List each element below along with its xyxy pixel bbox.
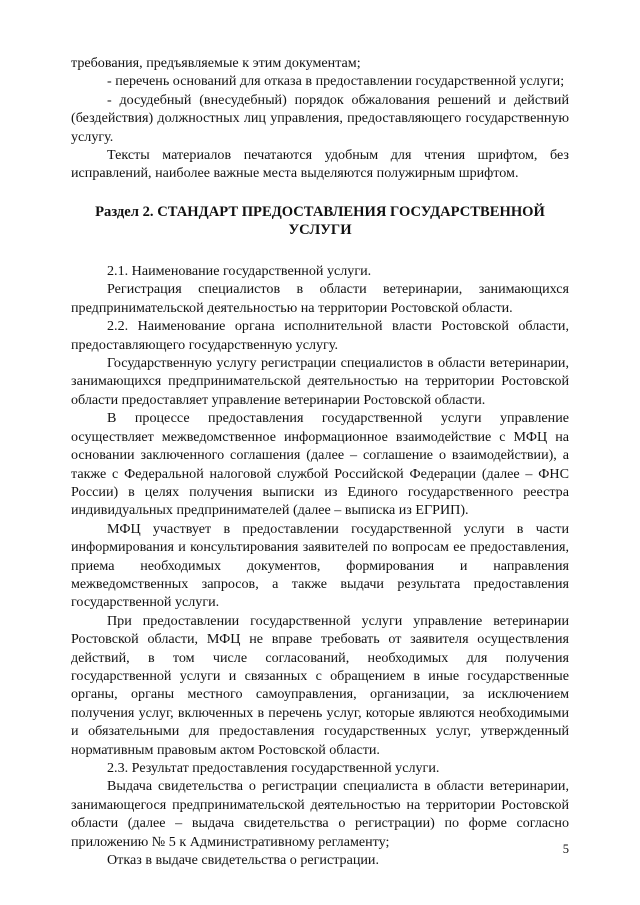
paragraph-p-dash1: - перечень оснований для отказа в предоставлении государственной услуги;: [107, 73, 565, 90]
paragraph-p-2-1: 2.1. Наименование государственной услуги.: [107, 263, 372, 280]
paragraph-p-2-3: 2.3. Результат предоставления государственной услуги.: [107, 760, 440, 776]
intro-list: [71, 54, 569, 183]
section-body: [71, 262, 569, 869]
paragraph-p-provide: При предоставлении государственной услуги управление ветеринарии Ростовской области, МФЦ не вправе требовать от заявителя осуществления действий, в том числе согласований, необходимых для получения государственной услуги и связанных с обращением в иные государственные органы, органы местного самоуправления, организации, за исключением получения услуг, включенных в перечень услуг, которые являются необходимыми и обязательными для предоставления государственных услуг, утвержденный нормативным правовым актом Ростовской области.: [71, 612, 569, 758]
paragraph-p-2-2-body: Государственную услугу регистрации специалистов в области ветеринарии, занимающихся предпринимательской деятельностью на территории Ростовской области предоставляет управление ветеринарии Ростовской области.: [71, 355, 569, 408]
paragraph-p-2-2: 2.2. Наименование органа исполнительной власти Ростовской области, предоставляющего государственную услугу.: [71, 318, 569, 353]
paragraph-p-dash2: - досудебный (внесудебный) порядок обжалования решений и действий (бездействия) должностных лиц управления, предоставляющего государственную услугу.: [71, 91, 569, 145]
document-page: [71, 54, 569, 869]
paragraph-p-issue: Выдача свидетельства о регистрации специалиста в области ветеринарии, занимающегося предпринимательской деятельностью на территории Ростовской области (далее – выдача свидетельства о регистрации) по форме согласно приложению № 5 к Административному регламенту;: [71, 778, 569, 850]
paragraph-p-cont: требования, предъявляемые к этим документам;: [71, 55, 361, 71]
paragraph-p-mfc: МФЦ участвует в предоставлении государственной услуги в части информирования и консультирования заявителей по вопросам ее предоставления, приема необходимых документов, формирования и направления межведомственных запросов, а также выдачи результата предоставления государственной услуги.: [71, 520, 569, 611]
page-number: 5: [562, 842, 569, 856]
section-heading: Раздел 2. СТАНДАРТ ПРЕДОСТАВЛЕНИЯ ГОСУДАРСТВЕННОЙ УСЛУГИ: [95, 203, 545, 239]
paragraph-p-texts: Тексты материалов печатаются удобным для чтения шрифтом, без исправлений, наиболее важные места выделяются полужирным шрифтом.: [71, 147, 569, 182]
paragraph-p-2-1-body: Регистрация специалистов в области ветеринарии, занимающихся предпринимательской деятельностью на территории Ростовской области.: [71, 281, 569, 316]
paragraph-p-process: В процессе предоставления государственной услуги управление осуществляет межведомственное информационное взаимодействие с МФЦ на основании заключенного соглашения (далее – соглашение о взаимодействии), а также с Федеральной налоговой службой Российской Федерации (далее – ФНС России) в целях получения выписки из Единого государственного реестра индивидуальных предпринимателей (далее – выписка из ЕГРИП).: [71, 410, 569, 519]
paragraph-p-refusal: Отказ в выдаче свидетельства о регистрации.: [107, 852, 379, 869]
